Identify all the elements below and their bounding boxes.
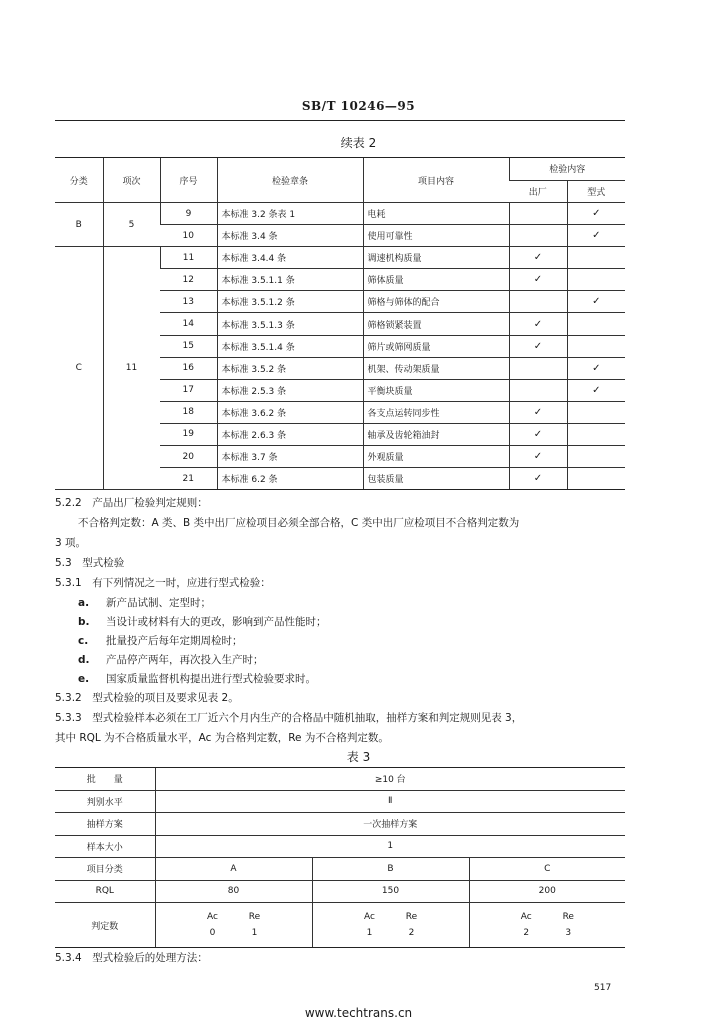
check-mark-icon: ✓ [533,252,543,264]
judge-a [155,903,312,948]
factory-check-cell [509,225,567,247]
factory-check-cell [509,269,567,291]
row-seq: 18 [160,401,217,423]
inspection-items-table [55,157,625,490]
row-clause: 本标准 3.4.4 条 [217,247,363,269]
row-seq: 14 [160,313,217,335]
group-item-count: 11 [103,247,160,490]
type-check-cell [567,247,625,269]
judge-b [312,903,469,948]
row-clause: 本标准 2.6.3 条 [217,423,363,445]
row-clause: 本标准 3.4 条 [217,225,363,247]
type-check-cell [567,203,625,225]
re-value: 2 [408,928,415,938]
row-content: 轴承及齿轮箱油封 [363,423,509,445]
footer-url: www.techtrans.cn [304,1006,413,1020]
factory-check-cell [509,247,567,269]
check-mark-icon: ✓ [533,318,543,330]
factory-check-cell [509,313,567,335]
check-mark-icon: ✓ [533,428,543,440]
level-label: 判别水平 [55,790,155,813]
check-mark-icon: ✓ [592,384,601,396]
header-clause: 检验章条 [217,158,363,203]
table2-body [55,203,625,490]
check-mark-icon: ✓ [533,473,543,485]
check-mark-icon: ✓ [533,406,543,418]
row-seq: 15 [160,335,217,357]
row-content: 筛格与筛体的配合 [363,291,509,313]
row-seq: 11 [160,247,217,269]
check-mark-icon: ✓ [592,362,601,374]
judge-label: 判定数 [55,903,155,948]
type-check-cell [567,446,625,468]
re-value: 1 [251,928,258,938]
table3-caption: 表 3 [346,750,371,764]
check-mark-icon: ✓ [592,230,601,242]
ac-label: Ac [207,912,218,922]
factory-check-cell [509,468,567,490]
row-seq: 10 [160,225,217,247]
table-row [55,247,625,269]
row-content: 筛片或筛网质量 [363,335,509,357]
factory-check-cell [509,423,567,445]
type-check-cell [567,291,625,313]
header-seq: 序号 [160,158,217,203]
row-clause: 本标准 6.2 条 [217,468,363,490]
clause-5-3-3-line-2: 其中 RQL 为不合格质量水平，Ac 为合格判定数，Re 为不合格判定数。 [55,732,389,744]
page-number: 517 [594,983,612,993]
rql-c: 200 [469,880,625,903]
category-label: 项目分类 [55,858,155,881]
row-seq: 16 [160,357,217,379]
list-item: 产品停产两年，再次投入生产时； [106,654,264,666]
re-label: Re [405,912,418,922]
list-item-mark: d. [78,654,90,666]
table-row [55,203,625,225]
factory-check-cell [509,357,567,379]
row-seq: 19 [160,423,217,445]
row-content: 筛格锁紧装置 [363,313,509,335]
type-check-cell [567,401,625,423]
row-content: 使用可靠性 [363,225,509,247]
ac-label: Ac [520,912,532,922]
header-content: 项目内容 [363,158,509,203]
category-c: C [469,858,625,881]
check-mark-icon: ✓ [533,274,543,286]
batch-value: ≥10 台 [155,768,625,791]
level-value: Ⅱ [155,790,625,813]
type-check-cell [567,225,625,247]
list-item-mark: a. [78,597,90,609]
list-item-mark: e. [78,673,90,685]
factory-check-cell [509,379,567,401]
row-content: 调速机构质量 [363,247,509,269]
row-content: 外观质量 [363,446,509,468]
type-check-cell [567,423,625,445]
header-category: 分类 [55,158,103,203]
list-item-mark: b. [78,616,90,628]
header-item-count: 项次 [103,158,160,203]
row-clause: 本标准 2.5.3 条 [217,379,363,401]
batch-label: 批 量 [55,768,155,791]
row-content: 包装质量 [363,468,509,490]
clause-5-3-3-line-1: 5.3.3 型式检验样本必须在工厂近六个月内生产的合格品中随机抽取，抽样方案和判定规则见表 3， [55,712,523,724]
clause-5-2-2-text-1: 不合格判定数：A 类、B 类中出厂应检项目必须全部合格，C 类中出厂应检项目不合格判定数为 [78,517,520,529]
row-content: 筛体质量 [363,269,509,291]
clause-5-2-2-text-2: 3 项。 [55,537,87,549]
check-mark-icon: ✓ [533,340,543,352]
clause-5-3-2: 5.3.2 型式检验的项目及要求见表 2。 [55,692,239,704]
check-mark-icon: ✓ [592,208,601,220]
sampling-table [55,767,625,948]
re-value: 3 [565,928,572,938]
row-clause: 本标准 3.5.1.1 条 [217,269,363,291]
rql-label: RQL [55,880,155,903]
check-mark-icon: ✓ [592,296,601,308]
type-check-cell [567,357,625,379]
factory-check-cell [509,401,567,423]
row-content: 电耗 [363,203,509,225]
list-item-mark: c. [78,635,89,647]
header-inspection-group: 检验内容 [509,158,625,181]
row-seq: 13 [160,291,217,313]
re-label: Re [562,912,574,922]
clause-5-3-4: 5.3.4 型式检验后的处理方法： [55,952,208,964]
header-factory: 出厂 [509,180,567,203]
ac-value: 0 [209,928,216,938]
ac-label: Ac [364,912,375,922]
type-check-cell [567,468,625,490]
category-a: A [155,858,312,881]
clause-5-3: 5.3 型式检验 [55,557,125,569]
re-label: Re [248,912,261,922]
group-category: B [55,203,103,247]
factory-check-cell [509,446,567,468]
row-clause: 本标准 3.5.1.2 条 [217,291,363,313]
row-clause: 本标准 3.6.2 条 [217,401,363,423]
list-item: 新产品试制、定型时； [106,597,211,609]
row-content: 平衡块质量 [363,379,509,401]
row-clause: 本标准 3.5.2 条 [217,357,363,379]
factory-check-cell [509,203,567,225]
list-item: 国家质量监督机构提出进行型式检验要求时。 [106,673,316,685]
judge-c [469,903,625,948]
clause-5-3-1: 5.3.1 有下列情况之一时，应进行型式检验： [55,577,271,589]
scheme-label: 抽样方案 [55,813,155,836]
group-category: C [55,247,103,490]
header-rule [55,120,625,121]
row-clause: 本标准 3.2 条表 1 [217,203,363,225]
check-mark-icon: ✓ [533,451,543,463]
list-item: 当设计或材料有大的更改，影响到产品性能时； [106,616,327,628]
scheme-value: 一次抽样方案 [155,813,625,836]
ac-value: 2 [523,928,530,938]
size-label: 样本大小 [55,835,155,858]
list-item: 批量投产后每年定期周检时； [106,635,243,647]
header-type: 型式 [567,180,625,203]
row-clause: 本标准 3.5.1.3 条 [217,313,363,335]
rql-b: 150 [312,880,469,903]
type-check-cell [567,313,625,335]
type-check-cell [567,379,625,401]
category-b: B [312,858,469,881]
row-seq: 20 [160,446,217,468]
factory-check-cell [509,291,567,313]
standard-number-header: SB/T 10246—95 [301,99,416,113]
row-seq: 21 [160,468,217,490]
row-clause: 本标准 3.5.1.4 条 [217,335,363,357]
type-check-cell [567,269,625,291]
clause-5-2-2: 5.2.2 产品出厂检验判定规则： [55,497,208,509]
rql-a: 80 [155,880,312,903]
group-item-count: 5 [103,203,160,247]
row-seq: 9 [160,203,217,225]
type-check-cell [567,335,625,357]
ac-value: 1 [366,928,373,938]
row-content: 各支点运转同步性 [363,401,509,423]
table2-caption: 续表 2 [340,136,377,150]
size-value: 1 [155,835,625,858]
row-seq: 12 [160,269,217,291]
factory-check-cell [509,335,567,357]
row-content: 机架、传动架质量 [363,357,509,379]
row-clause: 本标准 3.7 条 [217,446,363,468]
row-seq: 17 [160,379,217,401]
